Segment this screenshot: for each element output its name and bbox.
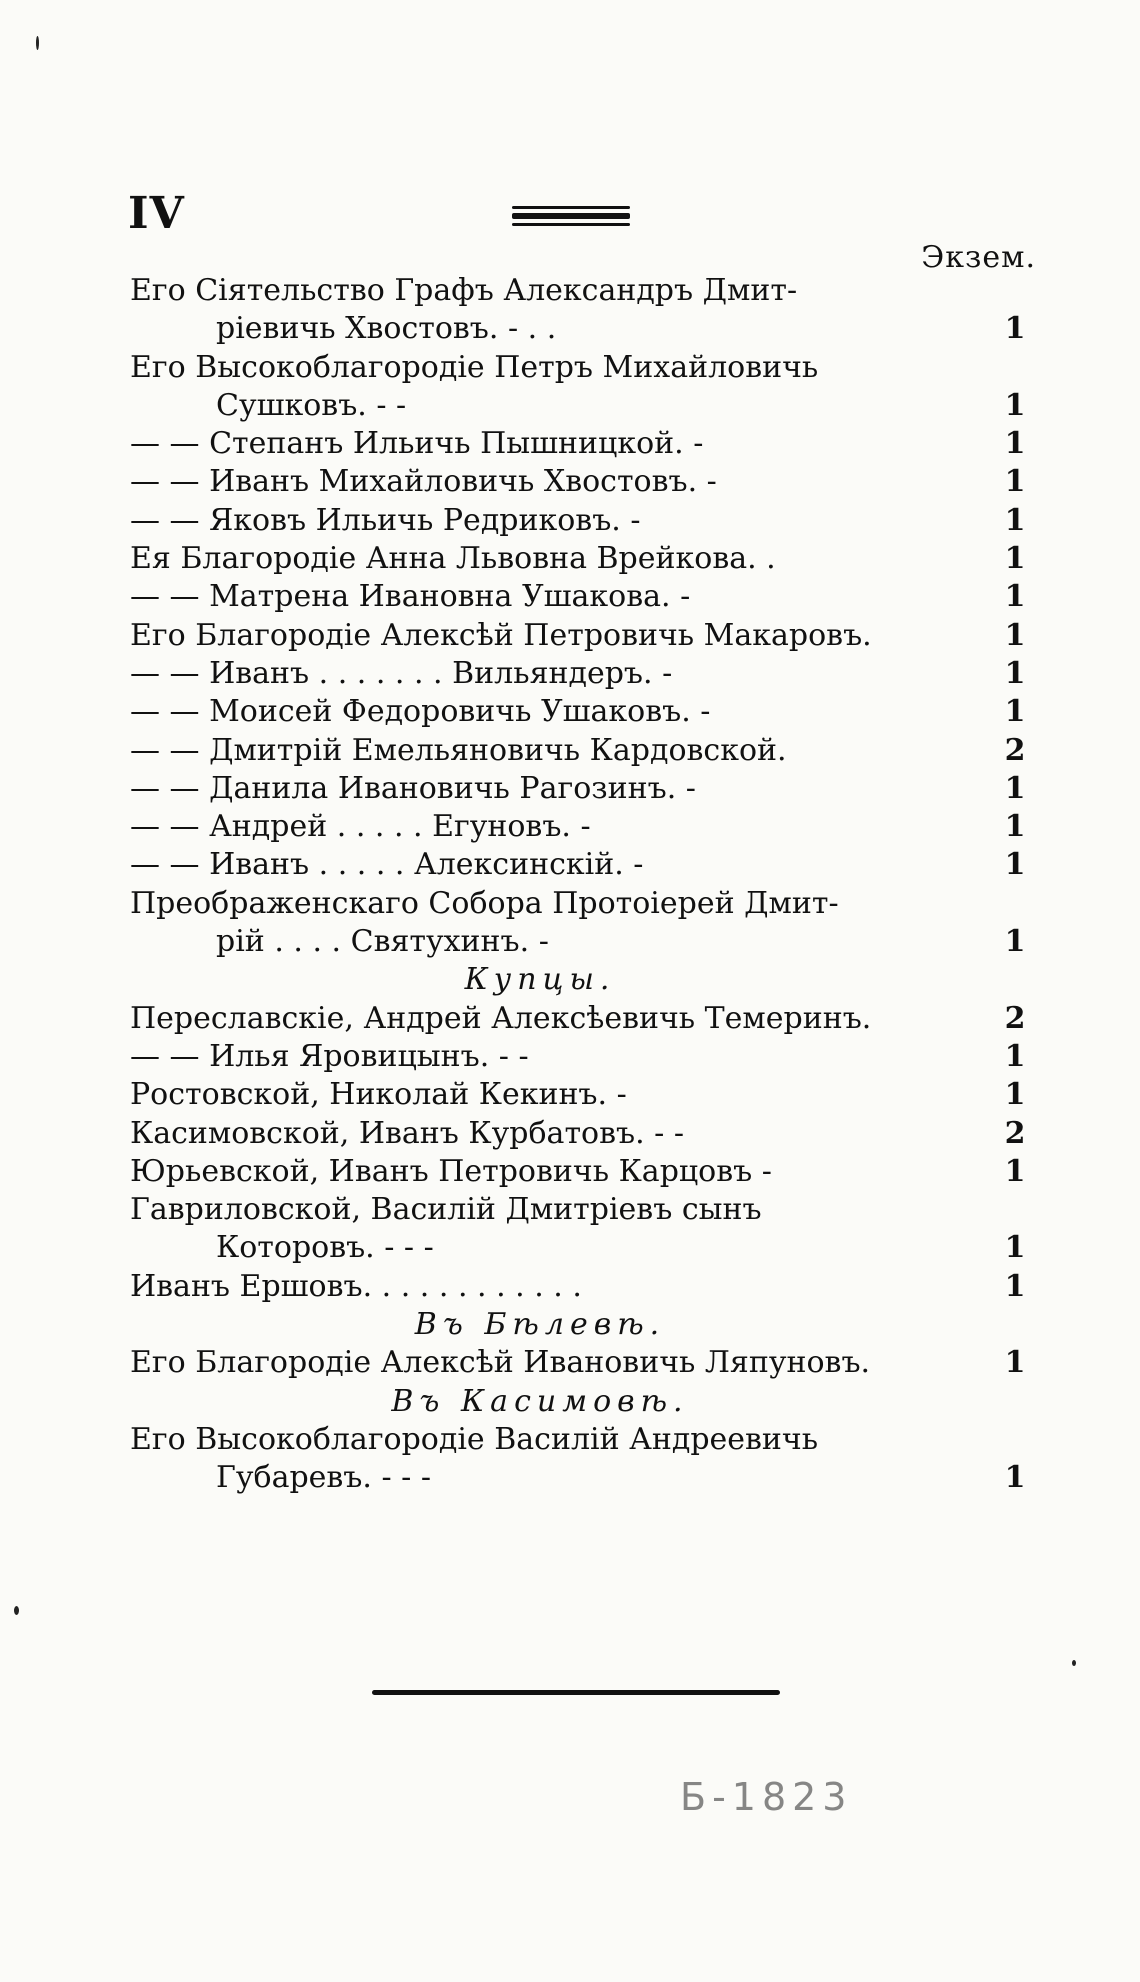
subscriber-entry <box>130 846 1030 884</box>
entry-text: Которовъ. - - - <box>216 1230 434 1266</box>
entry-text: Въ Бѣлевѣ. <box>414 1307 666 1343</box>
entry-text: — — Степанъ Ильичь Пышницкой. - <box>130 426 704 462</box>
entry-text: ріевичь Хвостовъ. - . . <box>216 311 557 347</box>
entry-text: Сушковъ. - - <box>216 387 407 423</box>
subscriber-entry <box>130 1268 1030 1306</box>
subscriber-entry <box>130 1421 1030 1459</box>
subscriber-entry <box>130 1344 1030 1382</box>
subscriber-entry <box>130 387 1030 425</box>
copies-column-header: Экзем. <box>921 240 1036 275</box>
subscriber-entry <box>130 693 1030 731</box>
copies-count: 2 <box>1004 1000 1026 1036</box>
copies-count: 1 <box>1004 1230 1026 1266</box>
subscriber-entry <box>130 885 1030 923</box>
subscriber-entry <box>130 1459 1030 1497</box>
entry-text: — — Матрена Ивановна Ушакова. - <box>130 579 691 615</box>
entry-text: Его Высокоблагородіе Петръ Михайловичь <box>130 349 819 385</box>
entry-text: Губаревъ. - - - <box>216 1460 431 1496</box>
entry-text: — — Дмитрій Емельяновичь Кардовской. <box>130 732 787 768</box>
page-number: IV <box>128 188 185 239</box>
ink-speck <box>1072 1660 1076 1666</box>
subscriber-entry <box>130 1229 1030 1267</box>
entry-text: — — Илья Яровицынъ. - - <box>130 1038 529 1074</box>
copies-count: 1 <box>1004 1038 1026 1074</box>
entry-text: Гавриловской, Василій Дмитріевъ сынъ <box>130 1192 762 1228</box>
section-heading <box>130 961 1030 999</box>
subscriber-entry <box>130 1076 1030 1114</box>
copies-count: 2 <box>1004 1115 1026 1151</box>
copies-count: 1 <box>1004 541 1026 577</box>
subscriber-entry <box>130 1038 1030 1076</box>
entry-text: Его Сіятельство Графъ Александръ Дмит- <box>130 273 798 308</box>
entry-text: Иванъ Ершовъ. . . . . . . . . . . . <box>130 1268 582 1304</box>
header-ornament-rule <box>512 206 630 230</box>
subscriber-entry <box>130 463 1030 501</box>
subscriber-entry <box>130 272 1030 310</box>
subscriber-entry <box>130 655 1030 693</box>
entry-text: Его Благородіе Алексѣй Петровичь Макаровъ. <box>130 617 872 653</box>
subscriber-entry <box>130 578 1030 616</box>
copies-count: 1 <box>1004 579 1026 615</box>
copies-count: 1 <box>1004 617 1026 653</box>
ink-speck <box>14 1606 19 1615</box>
entry-text: Ея Благородіе Анна Львовна Врейкова. . <box>130 541 776 577</box>
entry-text: Касимовской, Иванъ Курбатовъ. - - <box>130 1115 684 1151</box>
copies-count: 1 <box>1004 694 1026 730</box>
copies-count: 1 <box>1004 1345 1026 1381</box>
entry-text: — — Моисей Федоровичь Ушаковъ. - <box>130 694 711 730</box>
entry-text: — — Яковъ Ильичь Редриковъ. - <box>130 502 641 538</box>
subscriber-entry <box>130 1115 1030 1153</box>
copies-count: 1 <box>1004 311 1026 347</box>
entry-text: Переславскіе, Андрей Алексѣевичь Темеринъ. <box>130 1000 872 1036</box>
copies-count: 1 <box>1004 426 1026 462</box>
subscriber-entry <box>130 310 1030 348</box>
subscriber-list <box>130 272 1030 1498</box>
subscriber-entry <box>130 732 1030 770</box>
copies-count: 1 <box>1004 770 1026 806</box>
subscriber-entry <box>130 770 1030 808</box>
ink-speck <box>36 36 39 50</box>
entry-text: Преображенскаго Собора Протоіерей Дмит- <box>130 885 839 921</box>
subscriber-entry <box>130 808 1030 846</box>
entry-text: рій . . . . Святухинъ. - <box>216 924 549 960</box>
copies-count: 1 <box>1004 387 1026 423</box>
subscriber-entry <box>130 425 1030 463</box>
copies-count: 1 <box>1004 1153 1026 1189</box>
copies-count: 1 <box>1004 1077 1026 1113</box>
entry-text: Его Благородіе Алексѣй Ивановичь Ляпуновъ. <box>130 1345 871 1381</box>
copies-count: 1 <box>1004 847 1026 883</box>
subscriber-entry <box>130 502 1030 540</box>
subscriber-entry <box>130 617 1030 655</box>
copies-count: 1 <box>1004 1268 1026 1304</box>
section-heading <box>130 1306 1030 1344</box>
entry-text: Купцы. <box>464 962 616 998</box>
entry-text: — — Иванъ . . . . . Алексинскій. - <box>130 847 644 883</box>
entry-text: Въ Касимовѣ. <box>391 1383 689 1419</box>
library-stamp: Б-1823 <box>680 1775 853 1819</box>
copies-count: 1 <box>1004 502 1026 538</box>
section-heading <box>130 1383 1030 1421</box>
bottom-rule <box>372 1690 780 1695</box>
subscriber-entry <box>130 1153 1030 1191</box>
entry-text: — — Данила Ивановичь Рагозинъ. - <box>130 770 696 806</box>
subscriber-entry <box>130 1191 1030 1229</box>
copies-count: 1 <box>1004 655 1026 691</box>
entry-text: Ростовской, Николай Кекинъ. - <box>130 1077 627 1113</box>
entry-text: Юрьевской, Иванъ Петровичь Карцовъ - <box>130 1153 772 1189</box>
entry-text: Его Высокоблагородіе Василій Андреевичь <box>130 1421 819 1457</box>
entry-text: — — Иванъ . . . . . . . Вильяндеръ. - <box>130 655 673 691</box>
copies-count: 1 <box>1004 809 1026 845</box>
copies-count: 1 <box>1004 464 1026 500</box>
subscriber-entry <box>130 923 1030 961</box>
entry-text: — — Иванъ Михайловичь Хвостовъ. - <box>130 464 717 500</box>
subscriber-entry <box>130 349 1030 387</box>
subscriber-entry <box>130 540 1030 578</box>
subscriber-entry <box>130 1000 1030 1038</box>
entry-text: — — Андрей . . . . . Егуновъ. - <box>130 809 591 845</box>
copies-count: 2 <box>1004 732 1026 768</box>
copies-count: 1 <box>1004 1460 1026 1496</box>
copies-count: 1 <box>1004 924 1026 960</box>
